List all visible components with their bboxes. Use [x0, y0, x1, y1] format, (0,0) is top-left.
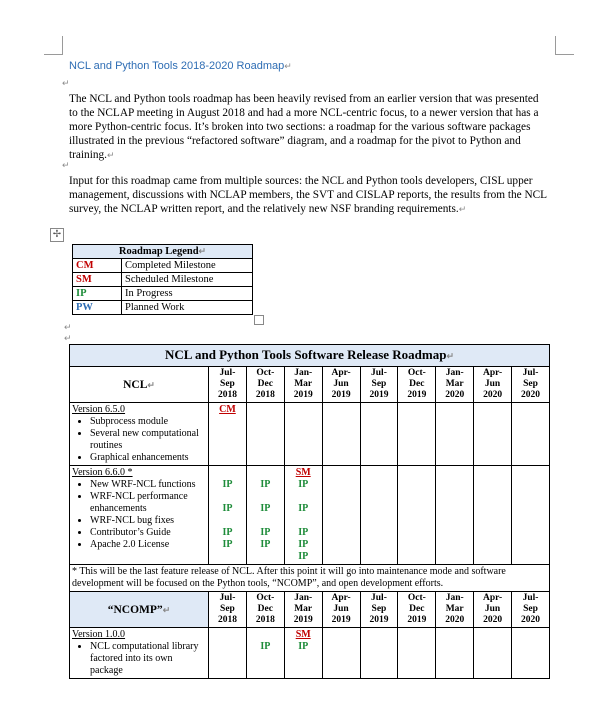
legend-row	[73, 273, 253, 287]
period-header: Oct- Dec 2018	[246, 367, 284, 403]
period-header: Oct- Dec 2018	[246, 592, 284, 628]
empty-cell	[474, 628, 512, 679]
paragraph-mark: ↵	[62, 160, 70, 170]
scheduled-milestone-marker: SM	[295, 629, 311, 640]
in-progress-marker: IP	[260, 527, 271, 538]
milestone-cell	[246, 628, 284, 679]
empty-cell	[360, 628, 398, 679]
paragraph-mark: ↵	[62, 78, 70, 88]
milestone-cell	[284, 628, 322, 679]
empty-cell	[436, 466, 474, 565]
in-progress-marker: IP	[298, 641, 309, 652]
period-header: Jul- Sep 2018	[209, 592, 247, 628]
in-progress-marker: IP	[298, 551, 309, 562]
paragraph-mark: ↵	[64, 333, 72, 343]
table-row-ncomp-v100	[70, 628, 550, 679]
in-progress-marker: IP	[260, 539, 271, 550]
crop-mark-top-left	[44, 36, 63, 55]
legend-row	[73, 259, 253, 273]
in-progress-marker: IP	[222, 539, 233, 550]
period-header: Apr- Jun 2020	[474, 367, 512, 403]
roadmap-legend-table	[72, 244, 253, 315]
completed-milestone-marker: CM	[219, 404, 236, 415]
period-header: Jul- Sep 2019	[360, 592, 398, 628]
empty-cell	[360, 403, 398, 466]
in-progress-marker: IP	[222, 479, 233, 490]
in-progress-marker: IP	[260, 503, 271, 514]
in-progress-marker: IP	[260, 479, 271, 490]
feature-item: • Graphical enhancements	[90, 452, 206, 464]
version-label: Version 6.5.0	[72, 404, 126, 415]
legend-abbr-sm: SM	[73, 273, 122, 287]
empty-cell	[284, 403, 322, 466]
feature-item: • New WRF-NCL functions	[90, 479, 206, 491]
period-header: Apr- Jun 2019	[322, 367, 360, 403]
intro-paragraph[interactable]: The NCL and Python tools roadmap has been heavily revised from an earlier version that was presented to the NCLAP meeting in August 2018 and had a more NCL-centric focus, to a newer version that has a more Python-centric focus. It’s broken into two sections: a roadmap for the various software packages illustrated in the previous “refactored software” diagram, and a roadmap for the pivot to Python and training.↵	[69, 93, 539, 161]
legend-abbr-pw: PW	[73, 301, 122, 315]
empty-cell	[398, 628, 436, 679]
legend-abbr-cm: CM	[73, 259, 122, 273]
release-cell-v650[interactable]	[70, 403, 209, 466]
empty-cell	[322, 628, 360, 679]
empty-cell	[512, 466, 550, 565]
milestone-cell	[246, 466, 284, 565]
in-progress-marker: IP	[298, 527, 309, 538]
period-header: Jan- Mar 2019	[284, 367, 322, 403]
release-cell-ncomp-v100[interactable]	[70, 628, 209, 679]
period-header: Jul- Sep 2019	[360, 367, 398, 403]
paragraph-mark: ↵	[64, 322, 72, 332]
legend-row	[73, 301, 253, 315]
in-progress-marker: IP	[222, 527, 233, 538]
empty-cell	[322, 466, 360, 565]
in-progress-marker: IP	[298, 503, 309, 514]
ncl-maintenance-note[interactable]: * This will be the last feature release of NCL. After this point it will go into maintenance mode and software development will be focused on the Python tools, “NCOMP”, and open development efforts.	[70, 565, 550, 592]
legend-label-pw: Planned Work	[122, 301, 253, 315]
period-header-row-ncomp	[70, 592, 550, 628]
empty-cell	[360, 466, 398, 565]
period-header: Jan- Mar 2019	[284, 592, 322, 628]
period-header: Jul- Sep 2020	[512, 592, 550, 628]
legend-abbr-ip: IP	[73, 287, 122, 301]
input-sources-paragraph[interactable]: Input for this roadmap came from multiple sources: the NCL and Python tools developers, CISL upper management, discussions with NCLAP members, the SVT and CISLAP reports, the results from the NCL survey, the NCLAP written report, and the relatively new NSF branding requirements.↵	[69, 175, 547, 215]
table-row-v660	[70, 466, 550, 565]
feature-item: • WRF-NCL performance enhancements	[90, 491, 206, 515]
in-progress-marker: IP	[298, 479, 309, 490]
milestone-cell	[209, 403, 247, 466]
empty-cell	[398, 403, 436, 466]
milestone-cell	[284, 466, 322, 565]
period-header: Jul- Sep 2020	[512, 367, 550, 403]
feature-item: • Several new computational routines	[90, 428, 206, 452]
table-resize-handle[interactable]	[254, 315, 264, 325]
empty-cell	[474, 403, 512, 466]
release-roadmap-table	[69, 344, 550, 679]
section-label-ncl[interactable]: NCL↵	[70, 367, 209, 403]
in-progress-marker: IP	[222, 503, 233, 514]
period-header: Oct- Dec 2019	[398, 367, 436, 403]
table-move-handle-icon[interactable]: ✢	[50, 228, 64, 242]
feature-item: • NCL computational library factored into its own package	[90, 641, 206, 677]
scheduled-milestone-marker: SM	[295, 467, 311, 478]
empty-cell	[436, 628, 474, 679]
period-header: Jan- Mar 2020	[436, 592, 474, 628]
empty-cell	[398, 466, 436, 565]
feature-item: • WRF-NCL bug fixes	[90, 515, 206, 527]
version-label: Version 1.0.0	[72, 629, 126, 640]
empty-cell	[512, 403, 550, 466]
table-row-v650	[70, 403, 550, 466]
feature-item: • Subprocess module	[90, 416, 206, 428]
section-label-ncomp[interactable]: “NCOMP”↵	[70, 592, 209, 628]
empty-cell	[436, 403, 474, 466]
empty-cell	[246, 403, 284, 466]
roadmap-title[interactable]: NCL and Python Tools Software Release Roadmap↵	[70, 345, 550, 367]
document-title[interactable]: NCL and Python Tools 2018-2020 Roadmap↵	[69, 60, 292, 72]
legend-label-sm: Scheduled Milestone	[122, 273, 253, 287]
period-header: Jul- Sep 2018	[209, 367, 247, 403]
release-cell-v660[interactable]	[70, 466, 209, 565]
empty-cell	[474, 466, 512, 565]
empty-cell	[209, 628, 247, 679]
in-progress-marker: IP	[260, 641, 271, 652]
legend-row	[73, 287, 253, 301]
version-label: Version 6.6.0 *	[72, 467, 133, 478]
milestone-cell	[209, 466, 247, 565]
feature-item: • Contributor’s Guide	[90, 527, 206, 539]
empty-cell	[322, 403, 360, 466]
legend-label-cm: Completed Milestone	[122, 259, 253, 273]
in-progress-marker: IP	[298, 539, 309, 550]
feature-item: • Apache 2.0 License	[90, 539, 206, 551]
period-header: Jan- Mar 2020	[436, 367, 474, 403]
legend-label-ip: In Progress	[122, 287, 253, 301]
period-header: Apr- Jun 2019	[322, 592, 360, 628]
period-header: Oct- Dec 2019	[398, 592, 436, 628]
legend-header: Roadmap Legend↵	[73, 245, 253, 259]
period-header-row-ncl	[70, 367, 550, 403]
empty-cell	[512, 628, 550, 679]
table-row-note	[70, 565, 550, 592]
crop-mark-top-right	[555, 36, 574, 55]
period-header: Apr- Jun 2020	[474, 592, 512, 628]
